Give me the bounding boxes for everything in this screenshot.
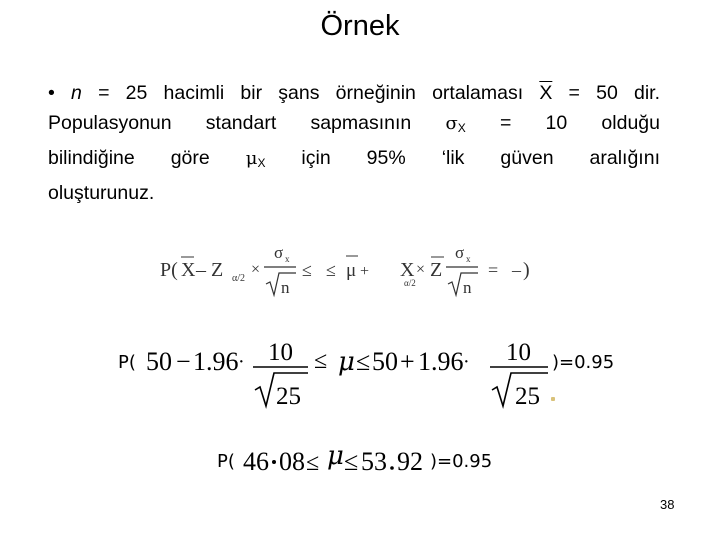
page-number: 38 (660, 497, 675, 512)
numeric-right-mean: 50 (372, 347, 398, 376)
formula-xbar: X (181, 259, 196, 281)
formula-minus-z: – Z (196, 259, 224, 281)
formula-times: × (251, 261, 261, 278)
result-tail: )=0.95 (430, 451, 493, 472)
result-upper: 53 (361, 447, 387, 476)
numeric-denominator: 25 (276, 383, 301, 410)
numeric-numerator: 10 (268, 339, 293, 366)
result-p-open: P( (217, 451, 235, 472)
formula-plus: + (360, 263, 370, 280)
numeric-dot-2: · (463, 351, 470, 373)
problem-line-3-text-a: bilindiğine göre (48, 147, 246, 169)
formula-xbar-2: X (400, 259, 415, 281)
formula-p-open: P( (160, 259, 178, 281)
problem-line-2-text-a: Populasyonun standart sapmasının (48, 112, 446, 134)
problem-line-3 (48, 143, 660, 178)
problem-line-1-text-b: = 50 dir. (552, 82, 660, 104)
sigma-symbol: σ (445, 113, 458, 134)
numeric-le-2: ≤ (356, 347, 371, 376)
numeric-dot: · (238, 351, 245, 373)
formula-le-2: ≤ (326, 260, 336, 280)
problem-line-2 (48, 108, 660, 143)
mu-symbol: μ (245, 148, 258, 169)
result-lower-dec: 08 (279, 447, 305, 476)
problem-line-2-text-b: = 10 olduğu (465, 112, 660, 134)
numeric-denominator-2: 25 (515, 383, 540, 410)
problem-line-4: oluşturunuz. (48, 182, 155, 204)
formula-eq: = (488, 260, 499, 280)
formula-times-2: × (416, 261, 426, 278)
numeric-left-mean: 50 (146, 347, 172, 376)
numeric-minus: − (176, 347, 191, 376)
numeric-numerator-2: 10 (506, 339, 531, 366)
formula-z-sub: α/2 (232, 273, 246, 284)
general-ci-formula (150, 238, 550, 308)
problem-line-3-text-b: için 95% ‘lik güven aralığını (265, 147, 660, 169)
result-ci-formula (217, 440, 617, 480)
numeric-mu: μ (338, 347, 355, 377)
numeric-ci-formula (118, 338, 678, 418)
result-le-2: ≤ (344, 447, 359, 476)
formula-close: ) (523, 259, 530, 281)
numeric-p-open: P( (118, 352, 136, 373)
result-lower: 46 (243, 447, 269, 476)
mu-subscript: X (257, 156, 266, 170)
numeric-z-2: 1.96 (418, 347, 464, 376)
numeric-le: ≤ (314, 348, 328, 374)
problem-text (48, 78, 660, 208)
result-upper-dec: 92 (397, 447, 423, 476)
numeric-tail: )=0.95 (552, 352, 615, 373)
problem-line-1-text-a: = 25 hacimli bir şans örneğinin ortalaması (81, 82, 540, 104)
formula-le-1: ≤ (302, 260, 312, 280)
formula-sqrt-n-2: n (463, 278, 472, 297)
result-mu: μ (327, 441, 344, 471)
result-le: ≤ (306, 450, 320, 476)
formula-mu: μ (346, 260, 357, 281)
formula-sqrt-n: n (281, 278, 290, 297)
formula-dash: – (512, 260, 521, 280)
bullet: • (48, 82, 55, 104)
sigma-subscript: X (457, 121, 466, 135)
numeric-z: 1.96 (193, 347, 239, 376)
xbar-symbol: $\overline{X}$ (539, 82, 553, 104)
formula-z2-sub: α/2 (404, 278, 416, 288)
formula-sigma: σ (274, 243, 284, 262)
formula-sigma-2-sub: x (466, 254, 471, 264)
n-variable: n (71, 82, 82, 104)
numeric-plus: + (400, 347, 415, 376)
decorative-dot (551, 397, 555, 401)
formula-z-2: Z (430, 259, 443, 281)
slide-title: Örnek (320, 10, 400, 42)
formula-sigma-2: σ (455, 243, 465, 262)
problem-line-1 (48, 78, 660, 108)
formula-sigma-sub: x (285, 254, 290, 264)
